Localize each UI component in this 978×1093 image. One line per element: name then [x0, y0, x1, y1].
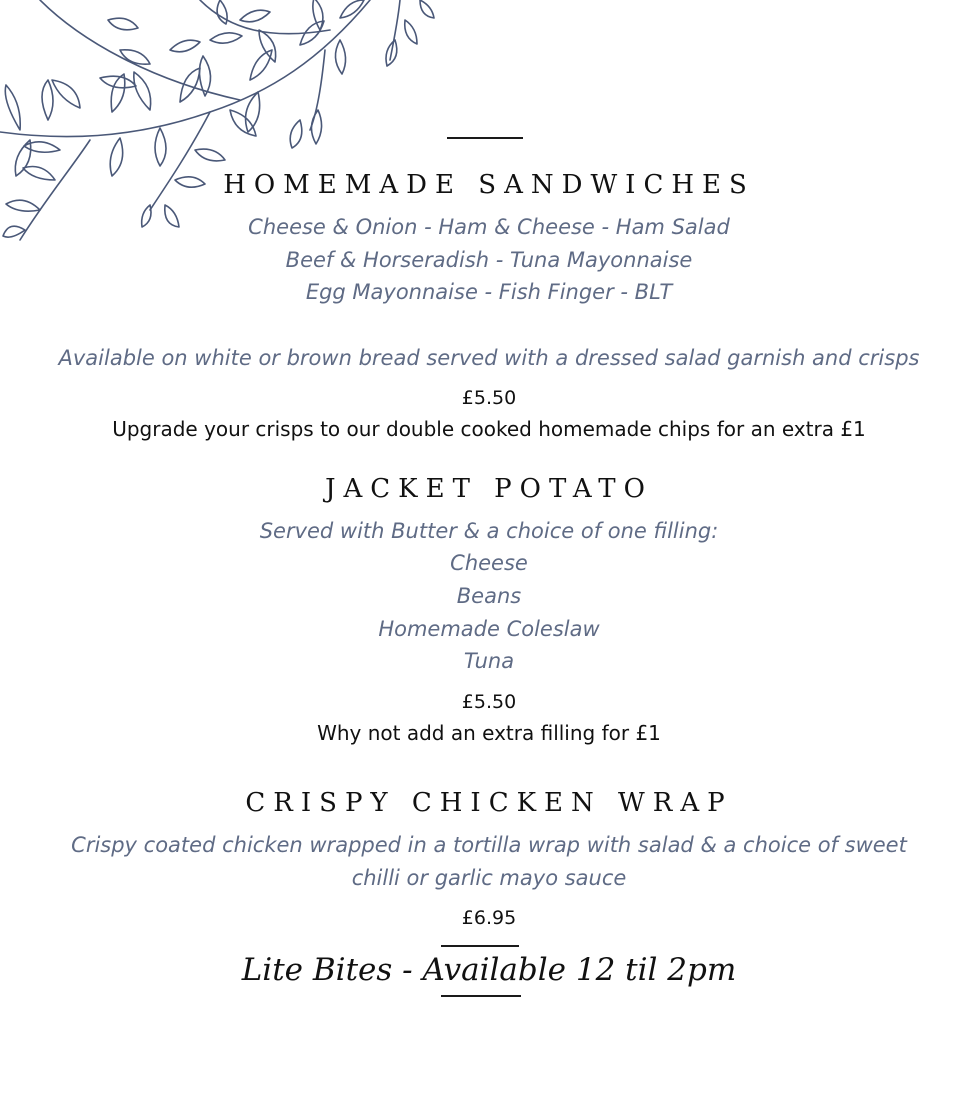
jacket-filling-coleslaw: Homemade Coleslaw: [378, 617, 600, 641]
lite-bites-title: Lite Bites - Available 12 til 2pm: [241, 952, 737, 988]
chicken-wrap-description: Crispy coated chicken wrapped in a tortilla wrap with salad & a choice of sweet chilli or garlic mayo sauce: [71, 833, 907, 890]
section-title-chicken-wrap: CRISPY CHICKEN WRAP: [245, 788, 733, 818]
jacket-filling-beans: Beans: [456, 584, 522, 608]
section-title-sandwiches: HOMEMADE SANDWICHES: [223, 170, 755, 200]
footer-bottom-divider: [441, 995, 521, 997]
jacket-extra-note: Why not add an extra filling for £1: [317, 721, 661, 745]
chicken-wrap-price: £6.95: [461, 907, 517, 929]
sandwich-price: £5.50: [461, 387, 517, 409]
jacket-filling-tuna: Tuna: [463, 649, 515, 673]
jacket-line-intro: Served with Butter & a choice of one filling:: [259, 519, 719, 543]
sandwich-upgrade-note: Upgrade your crisps to our double cooked homemade chips for an extra £1: [112, 417, 866, 441]
footer-top-divider: [441, 945, 519, 947]
jacket-price: £5.50: [461, 691, 517, 713]
jacket-filling-cheese: Cheese: [450, 551, 528, 575]
sandwich-line-2: Beef & Horseradish - Tuna Mayonnaise: [285, 248, 693, 272]
top-divider: [447, 137, 523, 139]
section-title-jacket-potato: JACKET POTATO: [325, 474, 653, 504]
sandwich-line-3: Egg Mayonnaise - Fish Finger - BLT: [305, 280, 673, 304]
sandwich-line-1: Cheese & Onion - Ham & Cheese - Ham Salad: [248, 215, 730, 239]
sandwich-note: Available on white or brown bread served with a dressed salad garnish and crisps: [58, 346, 920, 370]
